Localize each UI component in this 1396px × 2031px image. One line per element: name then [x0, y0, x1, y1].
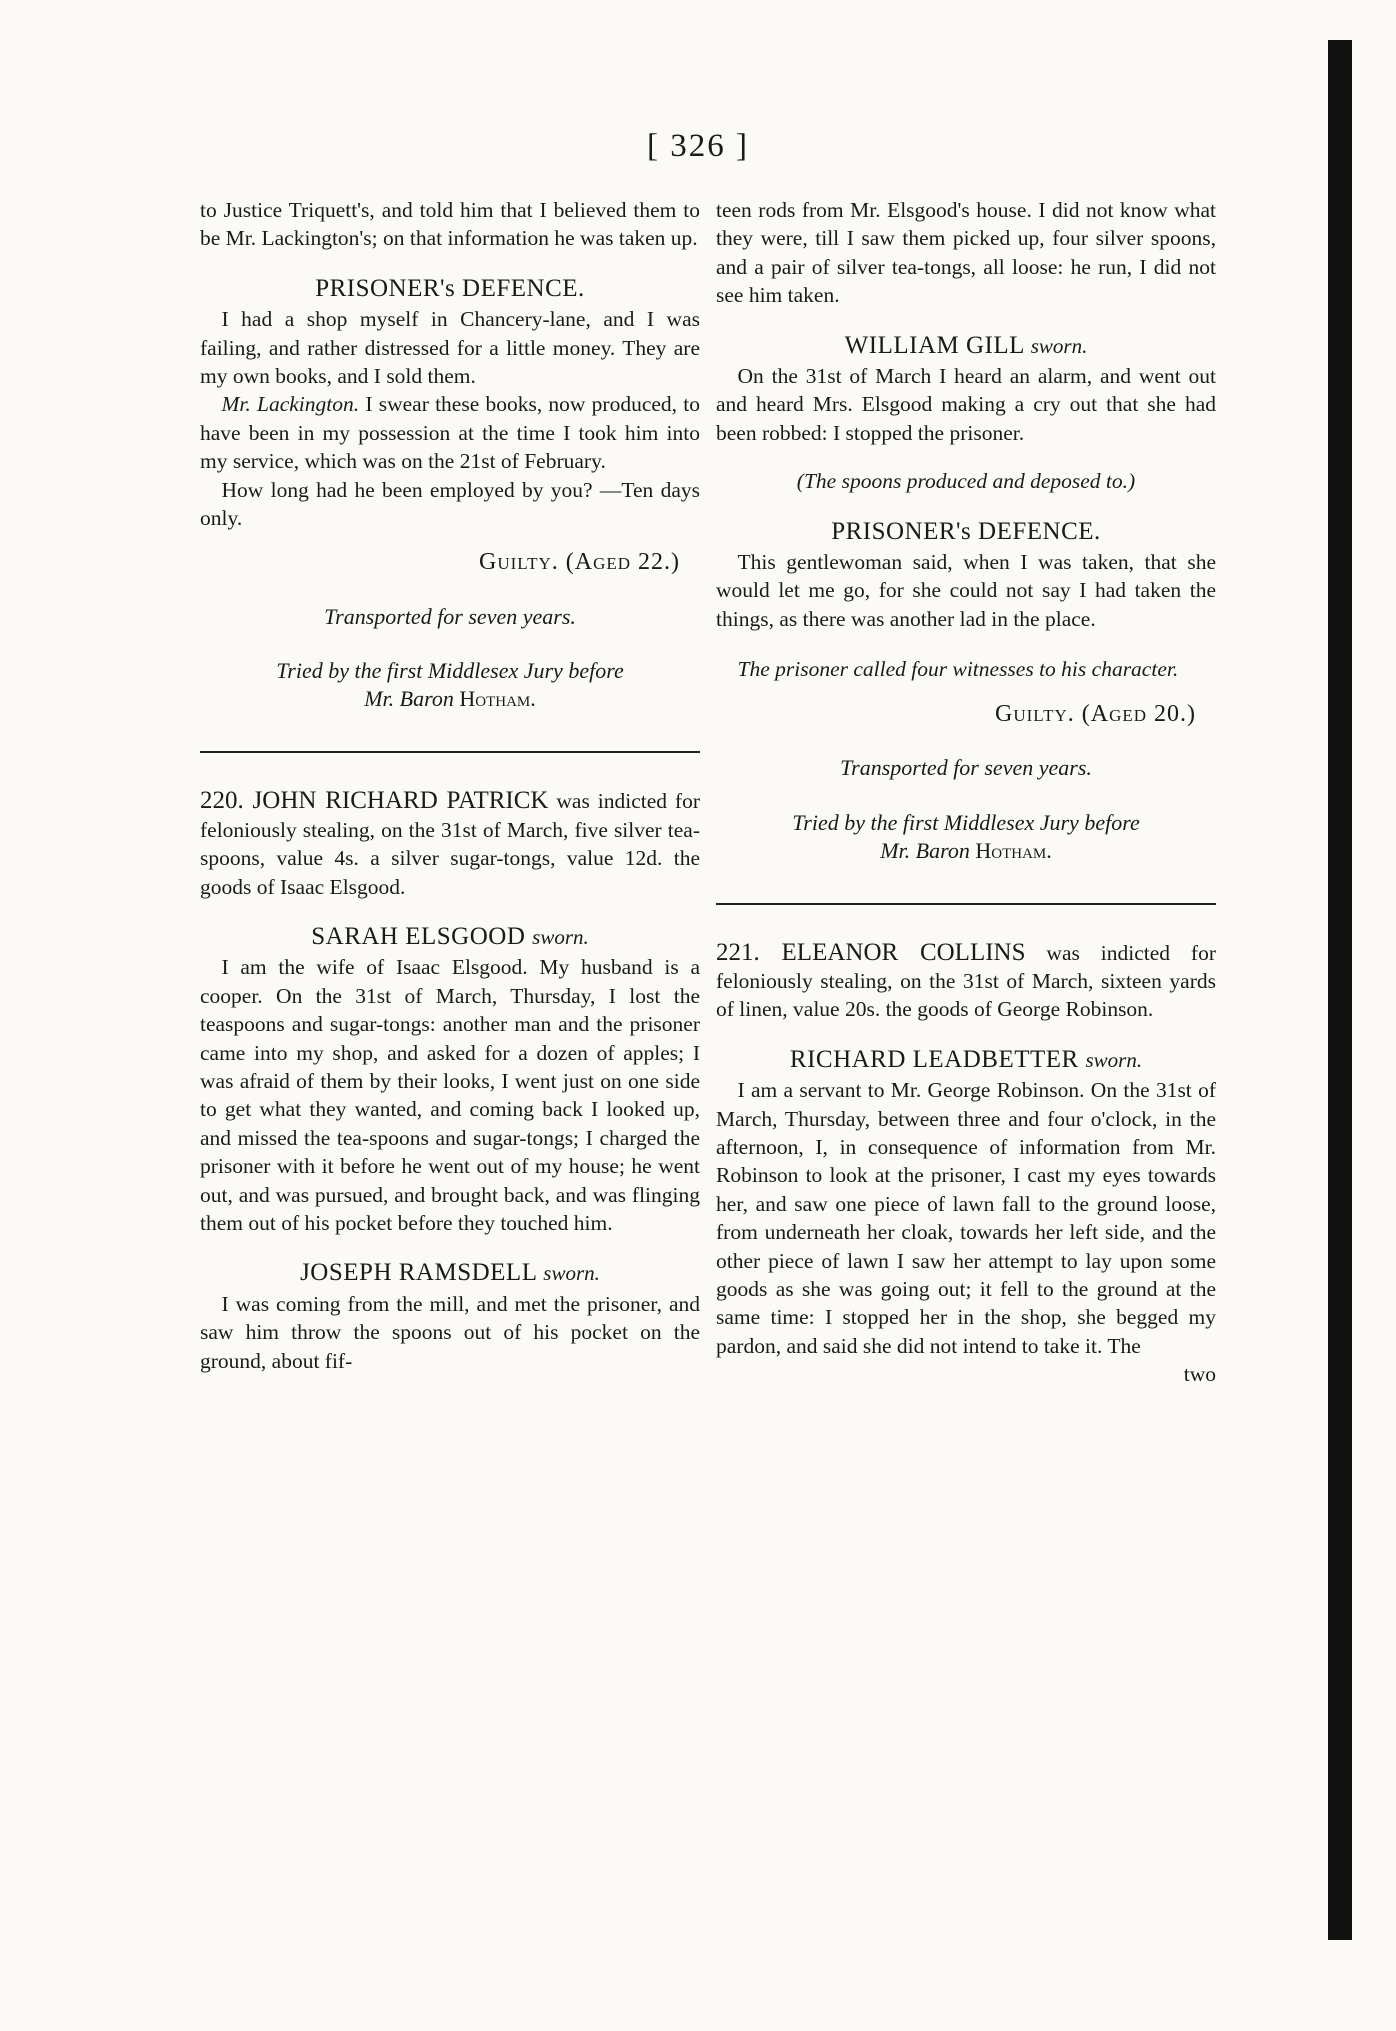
paragraph-defence: This gentlewoman said, when I was taken, that she would let me go, for she could not say I had taken the things, as there was another lad in the place. [716, 550, 1216, 631]
judge-name: Hotham. [459, 686, 536, 712]
section-divider [716, 903, 1216, 905]
spoons-note: (The spoons produced and deposed to.) [796, 469, 1136, 494]
paragraph-defence: I had a shop myself in Chancery-lane, and I was failing, and rather distressed for a little money. They are my own books, and I sold them. [200, 307, 700, 389]
case-220-intro [200, 787, 700, 901]
case-220-title: 220. JOHN RICHARD PATRICK [200, 787, 549, 815]
tried-line-1: Tried by the first Middlesex Jury before [792, 809, 1140, 835]
tried-baron: Mr. Baron [880, 837, 970, 863]
paragraph-richard-testimony: I am a servant to Mr. George Robinson. On the 31st of March, Thursday, between three and four o'clock, in the afternoon, I, in consequence of information from Mr. Robinson to look at the prisoner, I cast my eyes towards her, and saw one piece of lawn fall to the ground loose, from underneath her cloak, towards her left side, and the other piece of lawn I saw her attempt to lay upon some goods as she was going out; it fell to the ground at the same time: I stopped her in the shop, she begged my pardon, and said she did not intend to take it. The [716, 1078, 1216, 1358]
tried-before [716, 809, 1216, 865]
tried-baron: Mr. Baron [364, 686, 454, 712]
page-number: [ 326 ] [647, 128, 749, 164]
speaker-name: Mr. Lackington. [221, 392, 360, 417]
tried-before [200, 657, 700, 713]
verdict: Guilty. (Aged 22.) [478, 549, 680, 576]
paragraph-william-testimony: On the 31st of March I heard an alarm, and went out and heard Mrs. Elsgood making a cry out that she had been robbed: I stopped the prisoner. [716, 364, 1216, 445]
paragraph-joseph-testimony: I was coming from the mill, and met the prisoner, and saw him throw the spoons out of his pocket on the ground, about fif- [200, 1291, 700, 1373]
left-column [200, 196, 700, 1375]
right-column [716, 196, 1216, 1389]
case-221-title: 221. ELEANOR COLLINS [716, 938, 1026, 966]
heading-prisoners-defence: PRISONER's DEFENCE. [831, 517, 1101, 545]
page-edge-shadow [1328, 40, 1352, 1940]
speaker-text: I swear these books, now produced, to have been in my possession at the time I took him into my service, which was on the 21st of February. [200, 392, 700, 474]
heading-richard-leadbetter: RICHARD LEADBETTER sworn. [789, 1045, 1143, 1073]
paragraph-witnesses: The prisoner called four witnesses to his character. [737, 657, 1179, 682]
paragraph-continuation: to Justice Triquett's, and told him that I believed them to be Mr. Lackington's; on that information he was taken up. [200, 198, 700, 251]
heading-sarah-elsgood: SARAH ELSGOOD sworn. [311, 922, 589, 950]
case-221-charge: was indicted for feloniously stealing, on the 31st of March, sixteen yards of linen, value 20s. the goods of George Robinson. [716, 940, 1216, 1022]
sentence: Transported for seven years. [324, 603, 576, 629]
judge-name: Hotham. [975, 837, 1052, 863]
section-divider [200, 751, 700, 753]
case-220-charge: was indicted for feloniously stealing, on the 31st of March, five silver tea-spoons, value 4s. a silver sugar-tongs, value 12d. the goods of Isaac Elsgood. [200, 789, 700, 899]
heading-joseph-ramsdell: JOSEPH RAMSDELL sworn. [300, 1259, 600, 1287]
paragraph-question: How long had he been employed by you? —Ten days only. [200, 477, 700, 531]
catchword: two [1183, 1362, 1216, 1387]
sentence: Transported for seven years. [840, 755, 1092, 781]
paragraph-sarah-testimony: I am the wife of Isaac Elsgood. My husband is a cooper. On the 31st of March, Thursday, I lost the teaspoons and sugar-tongs: another man and the prisoner came into my shop, and asked for a dozen of apples; I was afraid of them by their looks, I went just on one side to get what they wanted, and coming back I looked up, and missed the tea-spoons and sugar-tongs; I charged the prisoner with it before he went out of my house; he went out, and was pursued, and brought back, and was flinging them out of his pocket before they touched him. [200, 955, 700, 1235]
case-221-intro [716, 939, 1216, 1024]
heading-william-gill: WILLIAM GILL sworn. [844, 331, 1088, 359]
tried-line-1: Tried by the first Middlesex Jury before [276, 658, 624, 684]
verdict: Guilty. (Aged 20.) [994, 700, 1196, 727]
paragraph-continuation: teen rods from Mr. Elsgood's house. I did not know what they were, till I saw them picked up, four silver spoons, and a pair of silver tea-tongs, all loose: he run, I did not see him taken. [716, 198, 1216, 308]
paragraph-lackington [200, 390, 700, 475]
heading-prisoners-defence: PRISONER's DEFENCE. [315, 274, 585, 302]
